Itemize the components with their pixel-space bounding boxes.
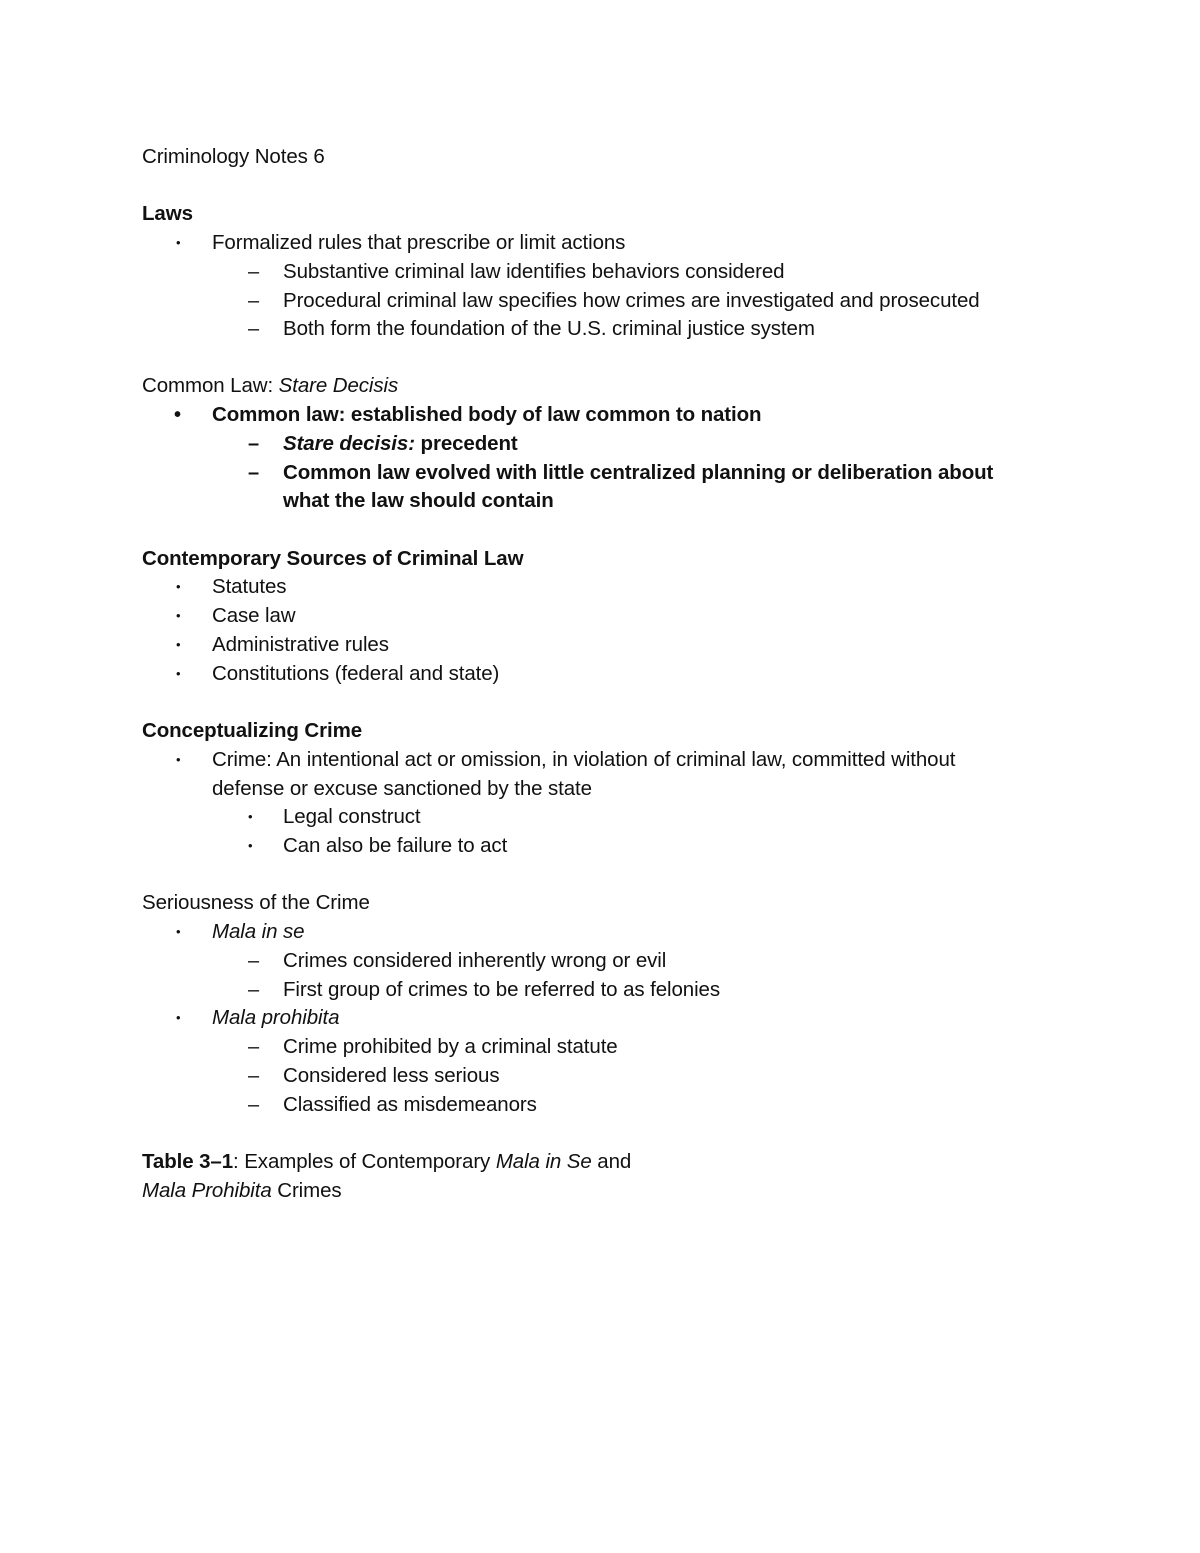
mala-in-se-sub-1: Crimes considered inherently wrong or evil	[283, 949, 667, 972]
bullet-icon: •	[176, 1010, 181, 1025]
mala-in-se-sub-2: First group of crimes to be referred to as felonies	[283, 978, 720, 1001]
laws-sub-3: Both form the foundation of the U.S. criminal justice system	[283, 317, 815, 340]
bullet-icon: •	[248, 809, 253, 824]
bullet-icon: •	[176, 235, 181, 250]
dash-icon: –	[248, 261, 260, 283]
dash-icon: –	[248, 1094, 260, 1116]
mala-prohibita-label: Mala prohibita	[212, 1006, 340, 1029]
dash-icon: –	[248, 462, 260, 484]
laws-sub-2: Procedural criminal law specifies how crimes are investigated and prosecuted	[283, 289, 980, 312]
section-heading-laws: Laws	[142, 202, 193, 225]
dash-icon: –	[248, 433, 260, 455]
bullet-icon: •	[176, 924, 181, 939]
table-caption-line-1	[142, 1148, 631, 1176]
dash-icon: –	[248, 950, 260, 972]
dash-icon: –	[248, 979, 260, 1001]
sources-item: Administrative rules	[212, 633, 389, 656]
bullet-icon: •	[176, 637, 181, 652]
section-heading-conceptualizing: Conceptualizing Crime	[142, 719, 363, 742]
common-law-sub-1	[283, 430, 518, 458]
section-heading-common-law	[142, 372, 398, 400]
bullet-icon: •	[248, 838, 253, 853]
conceptualizing-sub-2: Can also be failure to act	[283, 834, 508, 857]
common-law-sub-2-line-2: what the law should contain	[283, 489, 554, 512]
common-law-sub-2-line-1: Common law evolved with little centralized planning or deliberation about	[283, 461, 994, 484]
table-caption-and: and	[591, 1150, 632, 1173]
laws-sub-1: Substantive criminal law identifies behaviors considered	[283, 260, 785, 283]
dash-icon: –	[248, 1065, 260, 1087]
mala-in-se-label: Mala in se	[212, 920, 305, 943]
section-heading-seriousness: Seriousness of the Crime	[142, 891, 370, 914]
stare-decisis-term: Stare decisis:	[283, 432, 415, 455]
bullet-icon: •	[176, 579, 181, 594]
document-title: Criminology Notes 6	[142, 145, 325, 168]
table-caption-text: : Examples of Contemporary	[233, 1150, 496, 1173]
conceptualizing-sub-1: Legal construct	[283, 805, 421, 828]
stare-decisis-definition: precedent	[414, 432, 518, 455]
table-caption-end: Crimes	[271, 1179, 342, 1202]
table-caption-line-2	[142, 1177, 342, 1205]
bullet-icon: •	[174, 404, 182, 426]
dash-icon: –	[248, 1036, 260, 1058]
table-caption-mala-prohibita: Mala Prohibita	[142, 1179, 272, 1202]
common-law-heading-plain: Common Law:	[142, 374, 279, 397]
bullet-icon: •	[176, 608, 181, 623]
sources-item: Case law	[212, 604, 296, 627]
common-law-heading-italic: Stare Decisis	[278, 374, 399, 397]
laws-bullet-1: Formalized rules that prescribe or limit actions	[212, 231, 626, 254]
table-caption-mala-in-se: Mala in Se	[495, 1150, 592, 1173]
bullet-icon: •	[176, 752, 181, 767]
sources-item: Constitutions (federal and state)	[212, 662, 500, 685]
conceptualizing-bullet-1-line-1: Crime: An intentional act or omission, in violation of criminal law, committed without	[212, 748, 956, 771]
dash-icon: –	[248, 318, 260, 340]
table-caption-label: Table 3–1	[142, 1150, 234, 1173]
dash-icon: –	[248, 290, 260, 312]
mala-prohibita-sub-1: Crime prohibited by a criminal statute	[283, 1035, 618, 1058]
section-heading-sources: Contemporary Sources of Criminal Law	[142, 547, 524, 570]
bullet-icon: •	[176, 666, 181, 681]
conceptualizing-bullet-1-line-2: defense or excuse sanctioned by the state	[212, 777, 592, 800]
sources-item: Statutes	[212, 575, 287, 598]
mala-prohibita-sub-3: Classified as misdemeanors	[283, 1093, 537, 1116]
mala-prohibita-sub-2: Considered less serious	[283, 1064, 500, 1087]
common-law-bullet-1: Common law: established body of law common to nation	[212, 403, 762, 426]
